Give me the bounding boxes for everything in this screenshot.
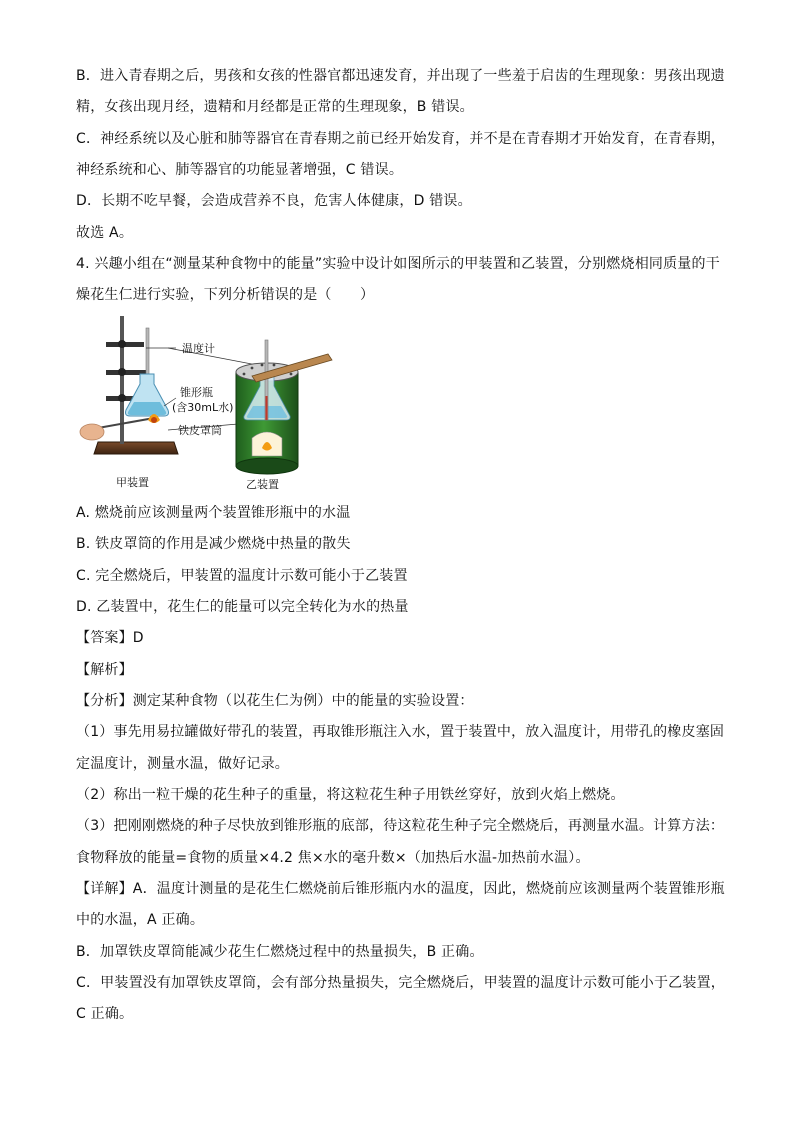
answer-line: 【答案】D <box>76 630 144 646</box>
analysis-heading: 【解析】 <box>76 662 133 678</box>
stand-apparatus <box>80 316 178 454</box>
text-line: 定温度计，测量水温，做好记录。 <box>76 756 289 772</box>
text-line: C 正确。 <box>76 1006 134 1022</box>
text-line: （1）事先用易拉罐做好带孔的装置，再取锥形瓶注入水，置于装置中，放入温度计，用带孔的橡皮塞固 <box>76 724 725 740</box>
option-d: D. 乙装置中，花生仁的能量可以完全转化为水的热量 <box>76 599 409 615</box>
text-line: （3）把刚刚燃烧的种子尽快放到锥形瓶的底部，待这粒花生种子完全燃烧后，再测量水温。计算方法： <box>76 818 725 834</box>
text-line: 【详解】A．温度计测量的是花生仁燃烧前后锥形瓶内水的温度，因此，燃烧前应该测量两个装置锥形瓶 <box>76 881 725 897</box>
text-line: 中的水温，A 正确。 <box>76 912 205 928</box>
text-line: B．进入青春期之后，男孩和女孩的性器官都迅速发育，并出现了一些羞于启齿的生理现象：男孩出现遗 <box>76 68 725 84</box>
text-line: 精，女孩出现月经，遗精和月经都是正常的生理现象，B 错误。 <box>76 99 474 115</box>
text-line: 【分析】测定某种食物（以花生仁为例）中的能量的实验设置： <box>76 693 474 709</box>
thermometer-label: 温度计 <box>182 342 215 355</box>
text-line: B．加罩铁皮罩筒能减少花生仁燃烧过程中的热量损失，B 正确。 <box>76 944 484 960</box>
option-c: C. 完全燃烧后，甲装置的温度计示数可能小于乙装置 <box>76 568 408 584</box>
text-line: C．神经系统以及心脏和肺等器官在青春期之前已经开始发育，并不是在青春期才开始发育，在青春期， <box>76 131 725 147</box>
text-line: （2）称出一粒干燥的花生种子的重量，将这粒花生种子用铁丝穿好，放到火焰上燃烧。 <box>76 787 625 803</box>
question-stem: 4. 兴趣小组在“测量某种食物中的能量”实验中设计如图所示的甲装置和乙装置，分别燃烧相同质量的干 <box>76 256 720 272</box>
text-line: 食物释放的能量=食物的质量×4.2 焦×水的毫升数×（加热后水温-加热前水温）。 <box>76 850 590 866</box>
iron-can-label: 铁皮罩筒 <box>178 424 222 437</box>
option-b: B. 铁皮罩筒的作用是减少燃烧中热量的散失 <box>76 536 351 552</box>
flask-label: 锥形瓶 <box>180 386 213 399</box>
device-yi-caption: 乙装置 <box>246 478 279 491</box>
experiment-figure <box>76 310 376 500</box>
question-stem: 燥花生仁进行实验，下列分析错误的是（ ） <box>76 287 375 303</box>
text-line: 神经系统和心、肺等器官的功能显著增强，C 错误。 <box>76 162 404 178</box>
text-line: D．长期不吃早餐，会造成营养不良，危害人体健康，D 错误。 <box>76 193 472 209</box>
apparatus-illustration <box>76 310 376 500</box>
flask-water-label: (含30mL水) <box>172 401 234 414</box>
text-line: 故选 A。 <box>76 225 134 241</box>
text-line: C．甲装置没有加罩铁皮罩筒，会有部分热量损失，完全燃烧后，甲装置的温度计示数可能小于乙装置， <box>76 975 725 991</box>
device-jia-caption: 甲装置 <box>116 476 149 489</box>
can-apparatus <box>236 340 332 474</box>
option-a: A. 燃烧前应该测量两个装置锥形瓶中的水温 <box>76 505 351 521</box>
